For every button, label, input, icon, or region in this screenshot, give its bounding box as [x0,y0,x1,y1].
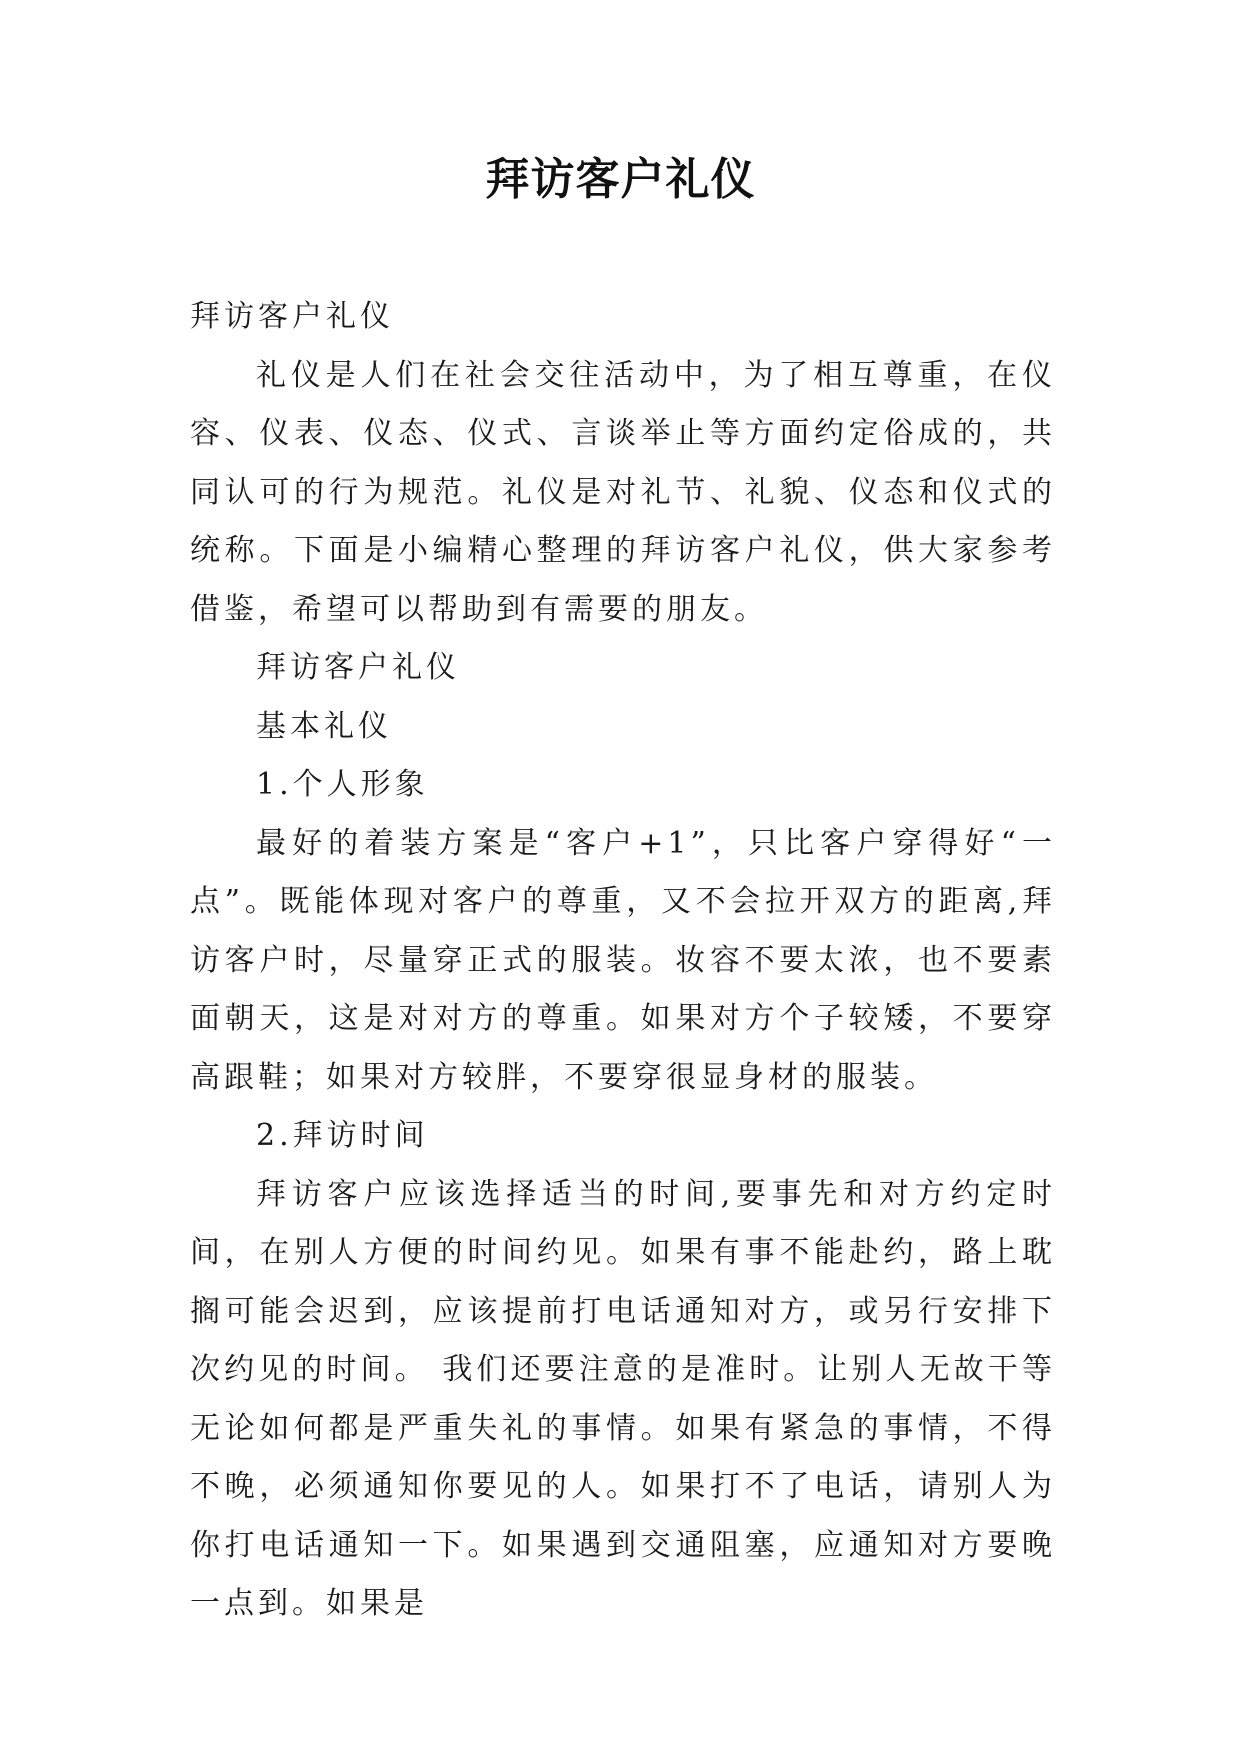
paragraph: 最好的着装方案是“客户+1”，只比客户穿得好“一点”。既能体现对客户的尊重，又不会拉开双方的距离,拜访客户时，尽量穿正式的服装。妆容不要太浓，也不要素面朝天，这是对对方的尊重。如果对方个子较矮，不要穿高跟鞋；如果对方较胖，不要穿很显身材的服装。 [190,825,1056,1095]
subsection-heading: 1.个人形象 [256,767,429,802]
section-heading: 拜访客户礼仪 [256,650,460,685]
subsection-heading: 2.拜访时间 [256,1118,429,1153]
document-body [190,288,1056,1634]
paragraph: 拜访客户应该选择适当的时间,要事先和对方约定时间，在别人方便的时间约见。如果有事不能赴约，路上耽搁可能会迟到，应该提前打电话通知对方，或另行安排下次约见的时间。 我们还要注意的是准时。让别人无故干等无论如何都是严重失礼的事情。如果有紧急的事情，不得不晚，必须通知你要见的人。如果打不了电话，请别人为你打电话通知一下。如果遇到交通阻塞，应通知对方要晚一点到。如果是 [190,1176,1056,1621]
paragraph: 拜访客户礼仪 [190,299,394,334]
section-heading: 基本礼仪 [256,708,392,744]
paragraph: 礼仪是人们在社会交往活动中，为了相互尊重，在仪容、仪表、仪态、仪式、言谈举止等方面约定俗成的，共同认可的行为规范。礼仪是对礼节、礼貌、仪态和仪式的统称。下面是小编精心整理的拜访客户礼仪，供大家参考借鉴，希望可以帮助到有需要的朋友。 [190,357,1056,627]
document-title: 拜访客户礼仪 [485,154,756,205]
